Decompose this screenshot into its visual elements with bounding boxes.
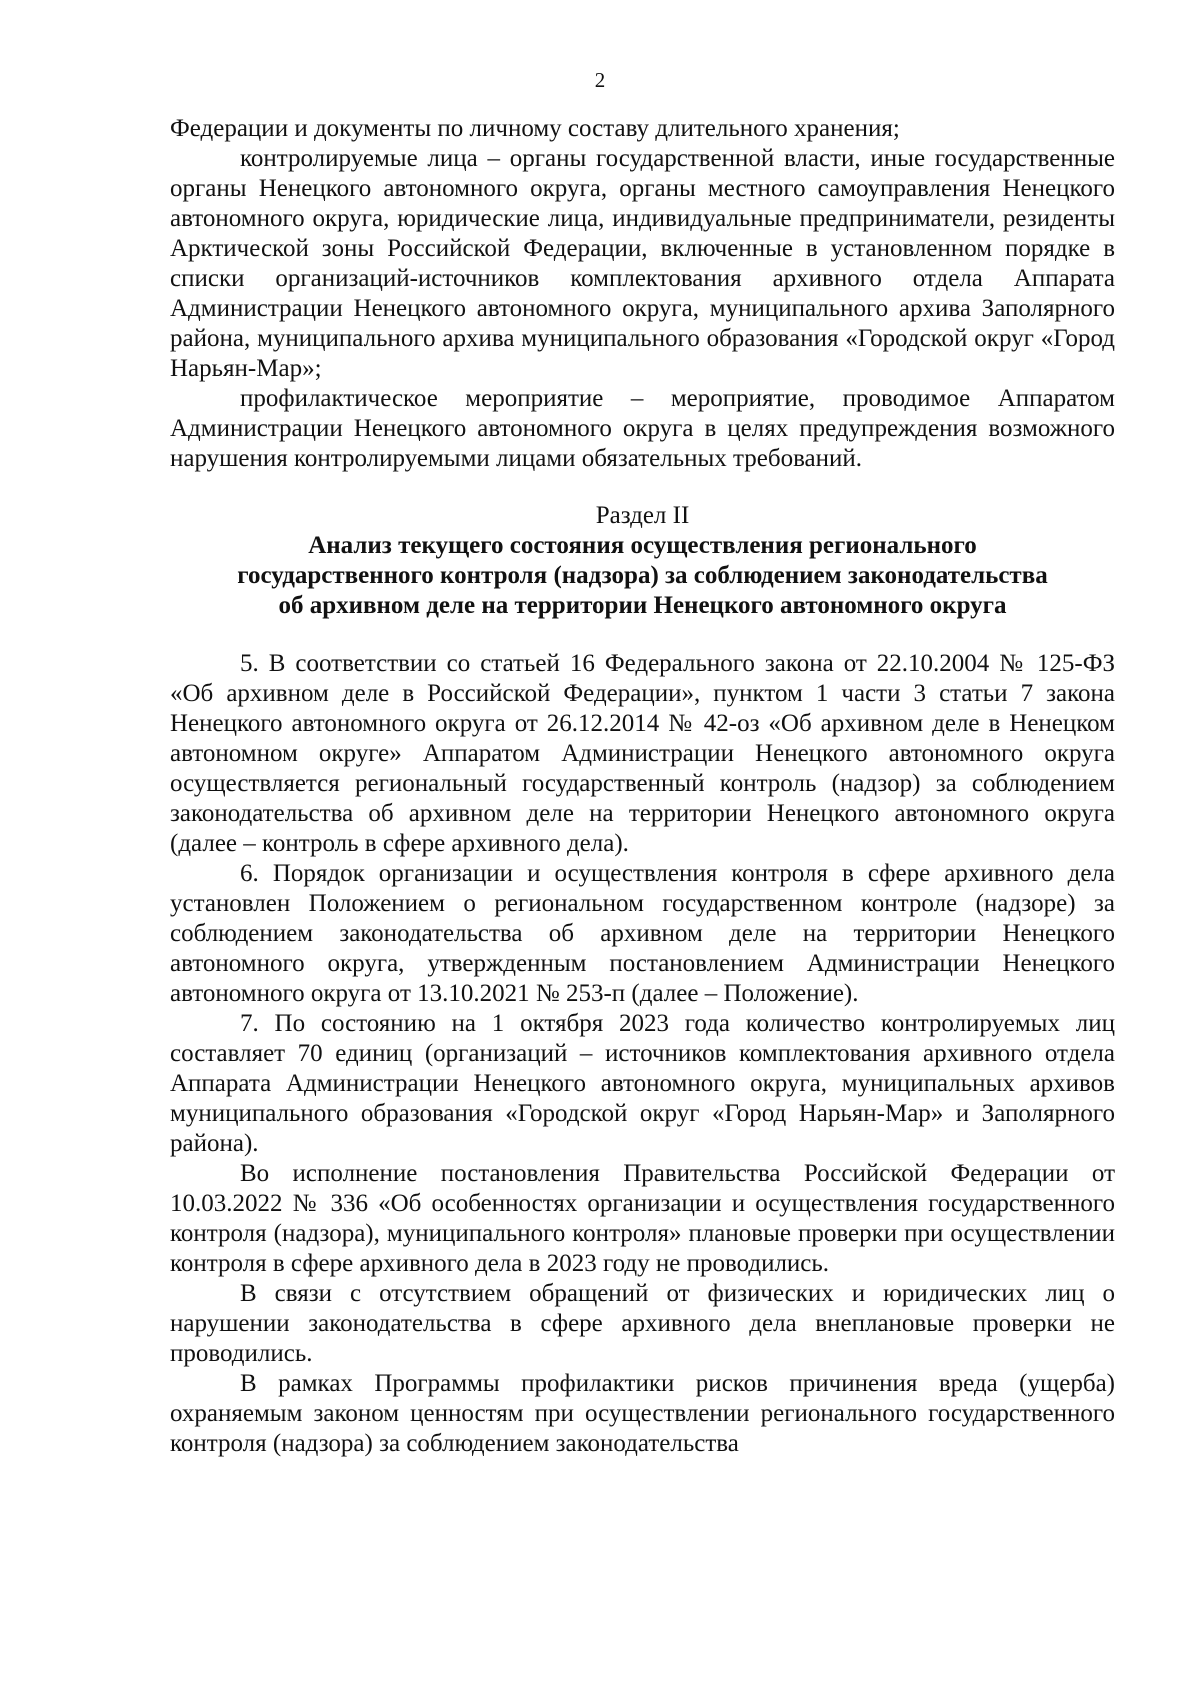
- section-title-line: Анализ текущего состояния осуществления регионального: [308, 532, 977, 559]
- paragraph-controlled-persons: контролируемые лица – органы государственной власти, иные государственные органы Ненецкого автономного округа, органы местного самоуправления Ненецкого автономного округа, юридические лица, индивидуальные предприниматели, резиденты Арктической зоны Российской Федерации, включенные в установленном порядке в списки организаций-источников комплектования архивного отдела Аппарата Администрации Ненецкого автономного округа, муниципального архива Заполярного района, муниципального архива муниципального образования «Городской округ «Город Нарьян-Мар»;: [170, 145, 1115, 382]
- section-label: Раздел II: [595, 502, 690, 529]
- document-body: [170, 114, 1115, 1459]
- section-title-line: об архивном деле на территории Ненецкого автономного округа: [278, 592, 1007, 619]
- paragraph-item-7: 7. По состоянию на 1 октября 2023 года количество контролируемых лиц составляет 70 единиц (организаций – источников комплектования архивного отдела Аппарата Администрации Ненецкого автономного округа, муниципальных архивов муниципального образования «Городской округ «Город Нарьян-Мар» и Заполярного района).: [170, 1010, 1115, 1157]
- page-number: 2: [594, 68, 606, 92]
- paragraph-unplanned-inspections: В связи с отсутствием обращений от физических и юридических лиц о нарушении законодательства в сфере архивного дела внеплановые проверки не проводились.: [170, 1280, 1115, 1367]
- section-title: [170, 531, 1115, 621]
- paragraph-definitions-continuation: Федерации и документы по личному составу длительного хранения;: [170, 115, 900, 142]
- section-heading: [170, 501, 1115, 621]
- paragraph-preventive-measure: профилактическое мероприятие – мероприятие, проводимое Аппаратом Администрации Ненецкого автономного округа в целях предупреждения возможного нарушения контролируемыми лицами обязательных требований.: [170, 385, 1115, 472]
- paragraph-prevention-program: В рамках Программы профилактики рисков причинения вреда (ущерба) охраняемым законом ценностям при осуществлении регионального государственного контроля (надзора) за соблюдением законодательства: [170, 1370, 1115, 1457]
- section-title-line: государственного контроля (надзора) за соблюдением законодательства: [237, 562, 1048, 589]
- paragraph-planned-inspections: Во исполнение постановления Правительства Российской Федерации от 10.03.2022 № 336 «Об особенностях организации и осуществления государственного контроля (надзора), муниципального контроля» плановые проверки при осуществлении контроля в сфере архивного дела в 2023 году не проводились.: [170, 1160, 1115, 1277]
- paragraph-item-6: 6. Порядок организации и осуществления контроля в сфере архивного дела установлен Положением о региональном государственном контроле (надзоре) за соблюдением законодательства об архивном деле на территории Ненецкого автономного округа, утвержденным постановлением Администрации Ненецкого автономного округа от 13.10.2021 № 253-п (далее – Положение).: [170, 860, 1115, 1007]
- section-body: [170, 649, 1115, 1459]
- paragraph-item-5: 5. В соответствии со статьей 16 Федерального закона от 22.10.2004 № 125-ФЗ «Об архивном деле в Российской Федерации», пунктом 1 части 3 статьи 7 закона Ненецкого автономного округа от 26.12.2014 № 42-оз «Об архивном деле в Ненецком автономном округе» Аппаратом Администрации Ненецкого автономного округа осуществляется региональный государственный контроль (надзор) за соблюдением законодательства об архивном деле на территории Ненецкого автономного округа (далее – контроль в сфере архивного дела).: [170, 650, 1115, 857]
